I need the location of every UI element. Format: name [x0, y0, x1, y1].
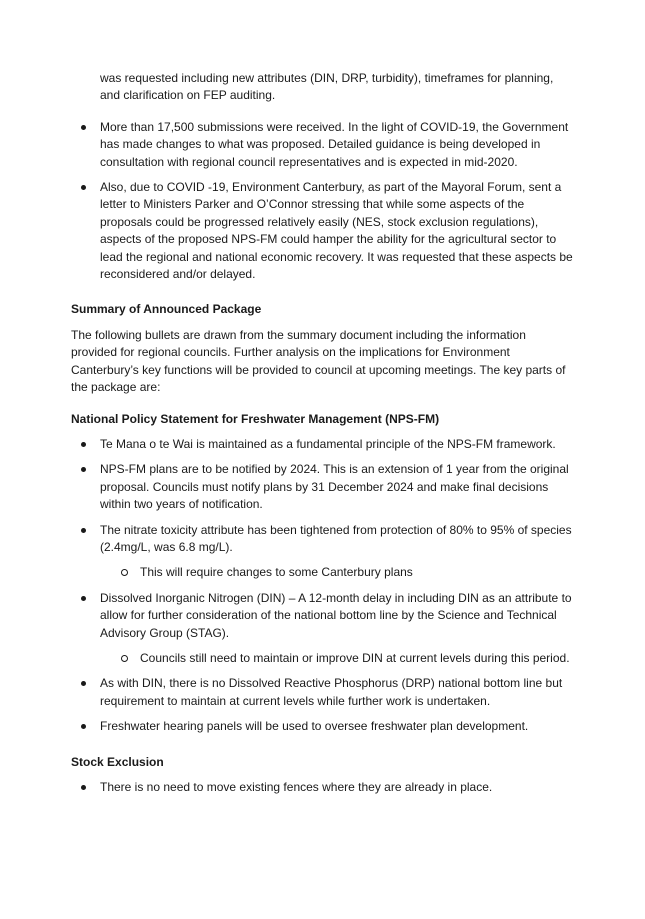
npsfm-bullet-list [71, 436, 575, 736]
list-item-text: The nitrate toxicity attribute has been tightened from protection of 80% to 95% of species (2.4mg/L, was 6.8 mg/L). [100, 522, 572, 554]
summary-paragraph: The following bullets are drawn from the summary document including the information provided for regional councils. Further analysis on the implications for Environment Canterbury’s key functions will be provided to council at upcoming meetings. The key parts of the package are: [71, 327, 566, 395]
list-item-text: As with DIN, there is no Dissolved Reactive Phosphorus (DRP) national bottom line but requirement to maintain at current levels while further work is undertaken. [100, 676, 563, 708]
list-item [71, 590, 575, 668]
npsfm-section [71, 411, 575, 736]
sub-list-item: This will require changes to some Canterbury plans [100, 564, 575, 581]
summary-heading: Summary of Announced Package [71, 302, 262, 317]
intro-bullet-list [71, 119, 575, 284]
list-item: There is no need to move existing fences where they are already in place. [71, 779, 575, 796]
summary-section [71, 301, 575, 396]
sub-bullet-list [100, 650, 575, 667]
stock-bullet-list [71, 779, 575, 796]
list-item [71, 461, 575, 513]
list-item [71, 522, 575, 582]
list-item [71, 436, 575, 453]
sub-list-item: Councils still need to maintain or improve DIN at current levels during this period. [100, 650, 575, 667]
intro-continuation: was requested including new attributes (DIN, DRP, turbidity), timeframes for planning, and clarification on FEP auditing. [100, 71, 554, 103]
npsfm-heading: National Policy Statement for Freshwater Management (NPS-FM) [71, 411, 440, 426]
list-item: More than 17,500 submissions were received. In the light of COVID-19, the Government has made changes to what was proposed. Detailed guidance is being developed in consultation with regional council representatives and is expected in mid-2020. [71, 119, 575, 171]
list-item: Also, due to COVID -19, Environment Canterbury, as part of the Mayoral Forum, sent a letter to Ministers Parker and O’Connor stressing that while some aspects of the proposals could be progressed relatively easily (NES, stock exclusion regulations), aspects of the proposed NPS-FM could hamper the ability for the agricultural sector to lead the regional and national economic recovery. It was requested that these aspects be reconsidered and/or delayed. [71, 179, 575, 283]
list-item [71, 675, 575, 710]
list-item-text: Te Mana o te Wai is maintained as a fundamental principle of the NPS-FM framework. [100, 436, 556, 451]
list-item-text: Dissolved Inorganic Nitrogen (DIN) – A 12-month delay in including DIN as an attribute to allow for further consideration of the national bottom line by the Science and Technical Advisory Group (STAG). [100, 590, 572, 640]
list-item-text: Freshwater hearing panels will be used to oversee freshwater plan development. [100, 719, 529, 734]
list-item [71, 718, 575, 735]
sub-bullet-list [100, 564, 575, 581]
stock-exclusion-heading: Stock Exclusion [71, 754, 164, 769]
list-item-text: NPS-FM plans are to be notified by 2024. This is an extension of 1 year from the original proposal. Councils must notify plans by 31 December 2024 and make final decisions within two years of notification. [100, 462, 569, 512]
stock-exclusion-section [71, 754, 575, 797]
